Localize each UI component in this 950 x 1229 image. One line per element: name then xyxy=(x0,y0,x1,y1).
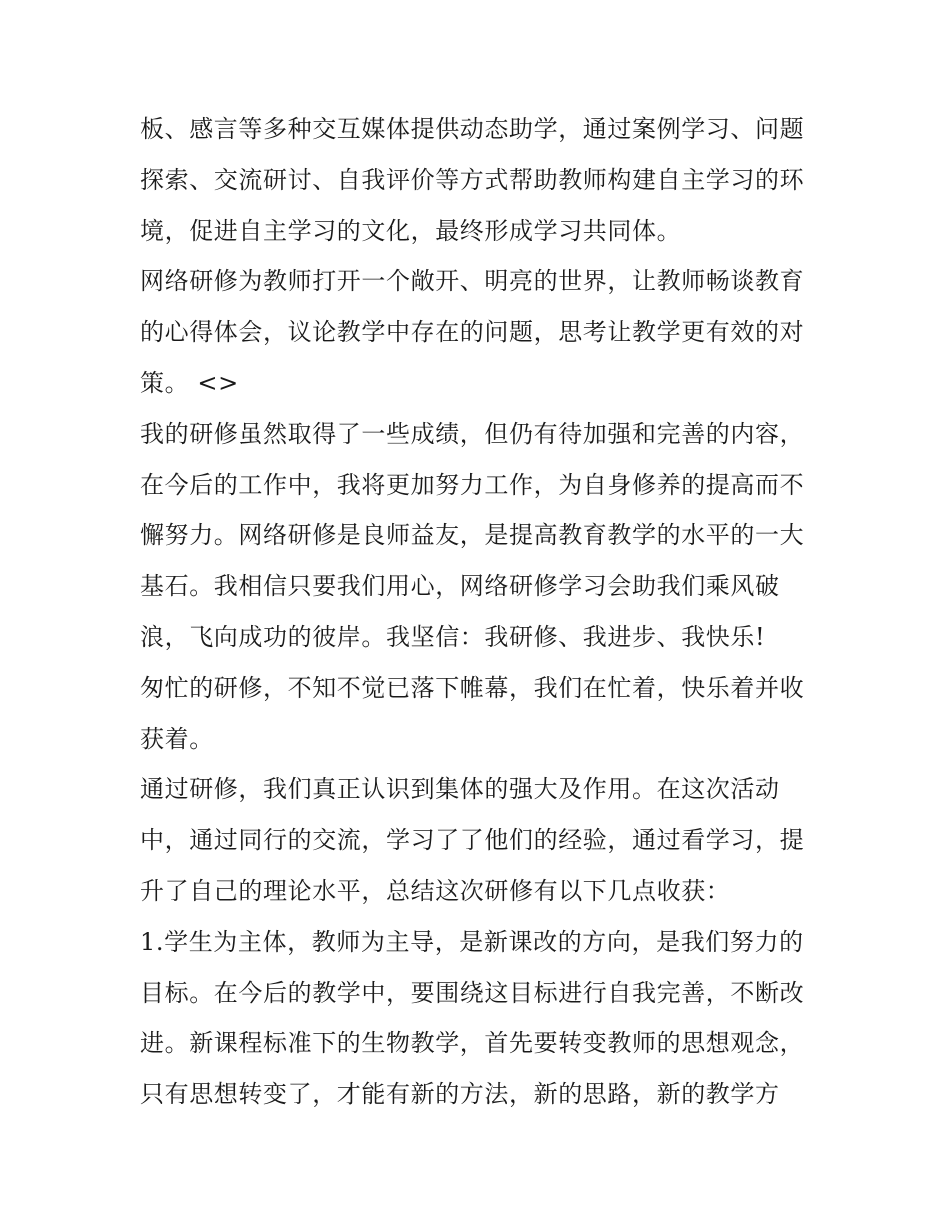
paragraph-6 xyxy=(140,917,815,1120)
text-line: 浪，飞向成功的彼岸。我坚信：我研修、我进步、我快乐! xyxy=(140,622,766,651)
text-line: 中，通过同行的交流，学习了了他们的经验，通过看学习，提 xyxy=(140,826,805,855)
text-line: 境，促进自主学习的文化，最终形成学习共同体。 xyxy=(140,216,682,245)
text-line: 匆忙的研修，不知不觉已落下帷幕，我们在忙着，快乐着并收 xyxy=(140,673,805,702)
text-line: 我的研修虽然取得了一些成绩，但仍有待加强和完善的内容， xyxy=(140,419,805,448)
text-line: 只有思想转变了，才能有新的方法，新的思路，新的教学方 xyxy=(140,1080,780,1109)
text-line: 在今后的工作中，我将更加努力工作，为自身修养的提高而不 xyxy=(140,470,805,499)
text-line: 懈努力。网络研修是良师益友，是提高教育教学的水平的一大 xyxy=(140,521,805,550)
text-line: 1.学生为主体，教师为主导，是新课改的方向，是我们努力的 xyxy=(140,927,804,956)
text-line: 通过研修，我们真正认识到集体的强大及作用。在这次活动 xyxy=(140,775,780,804)
paragraph-5 xyxy=(140,764,815,916)
text-line: 升了自己的理论水平，总结这次研修有以下几点收获： xyxy=(140,876,731,905)
paragraph-3 xyxy=(140,409,815,663)
text-line: 获着。 xyxy=(140,724,214,753)
text-line: 进。新课程标准下的生物教学，首先要转变教师的思想观念， xyxy=(140,1029,805,1058)
text-line: 的心得体会，议论教学中存在的问题，思考让教学更有效的对 xyxy=(140,318,805,347)
text-line: 策。 <> xyxy=(140,368,239,397)
paragraph-4 xyxy=(140,663,815,765)
text-line: 基石。我相信只要我们用心，网络研修学习会助我们乘风破 xyxy=(140,572,780,601)
text-line: 探索、交流研讨、自我评价等方式帮助教师构建自主学习的环 xyxy=(140,165,805,194)
paragraph-1 xyxy=(140,104,815,256)
paragraph-2 xyxy=(140,256,815,408)
document-body xyxy=(140,104,815,1120)
text-line: 目标。在今后的教学中，要围绕这目标进行自我完善，不断改 xyxy=(140,978,805,1007)
text-line: 板、感言等多种交互媒体提供动态助学，通过案例学习、问题 xyxy=(140,115,805,143)
text-line: 网络研修为教师打开一个敞开、明亮的世界，让教师畅谈教育 xyxy=(140,267,805,296)
